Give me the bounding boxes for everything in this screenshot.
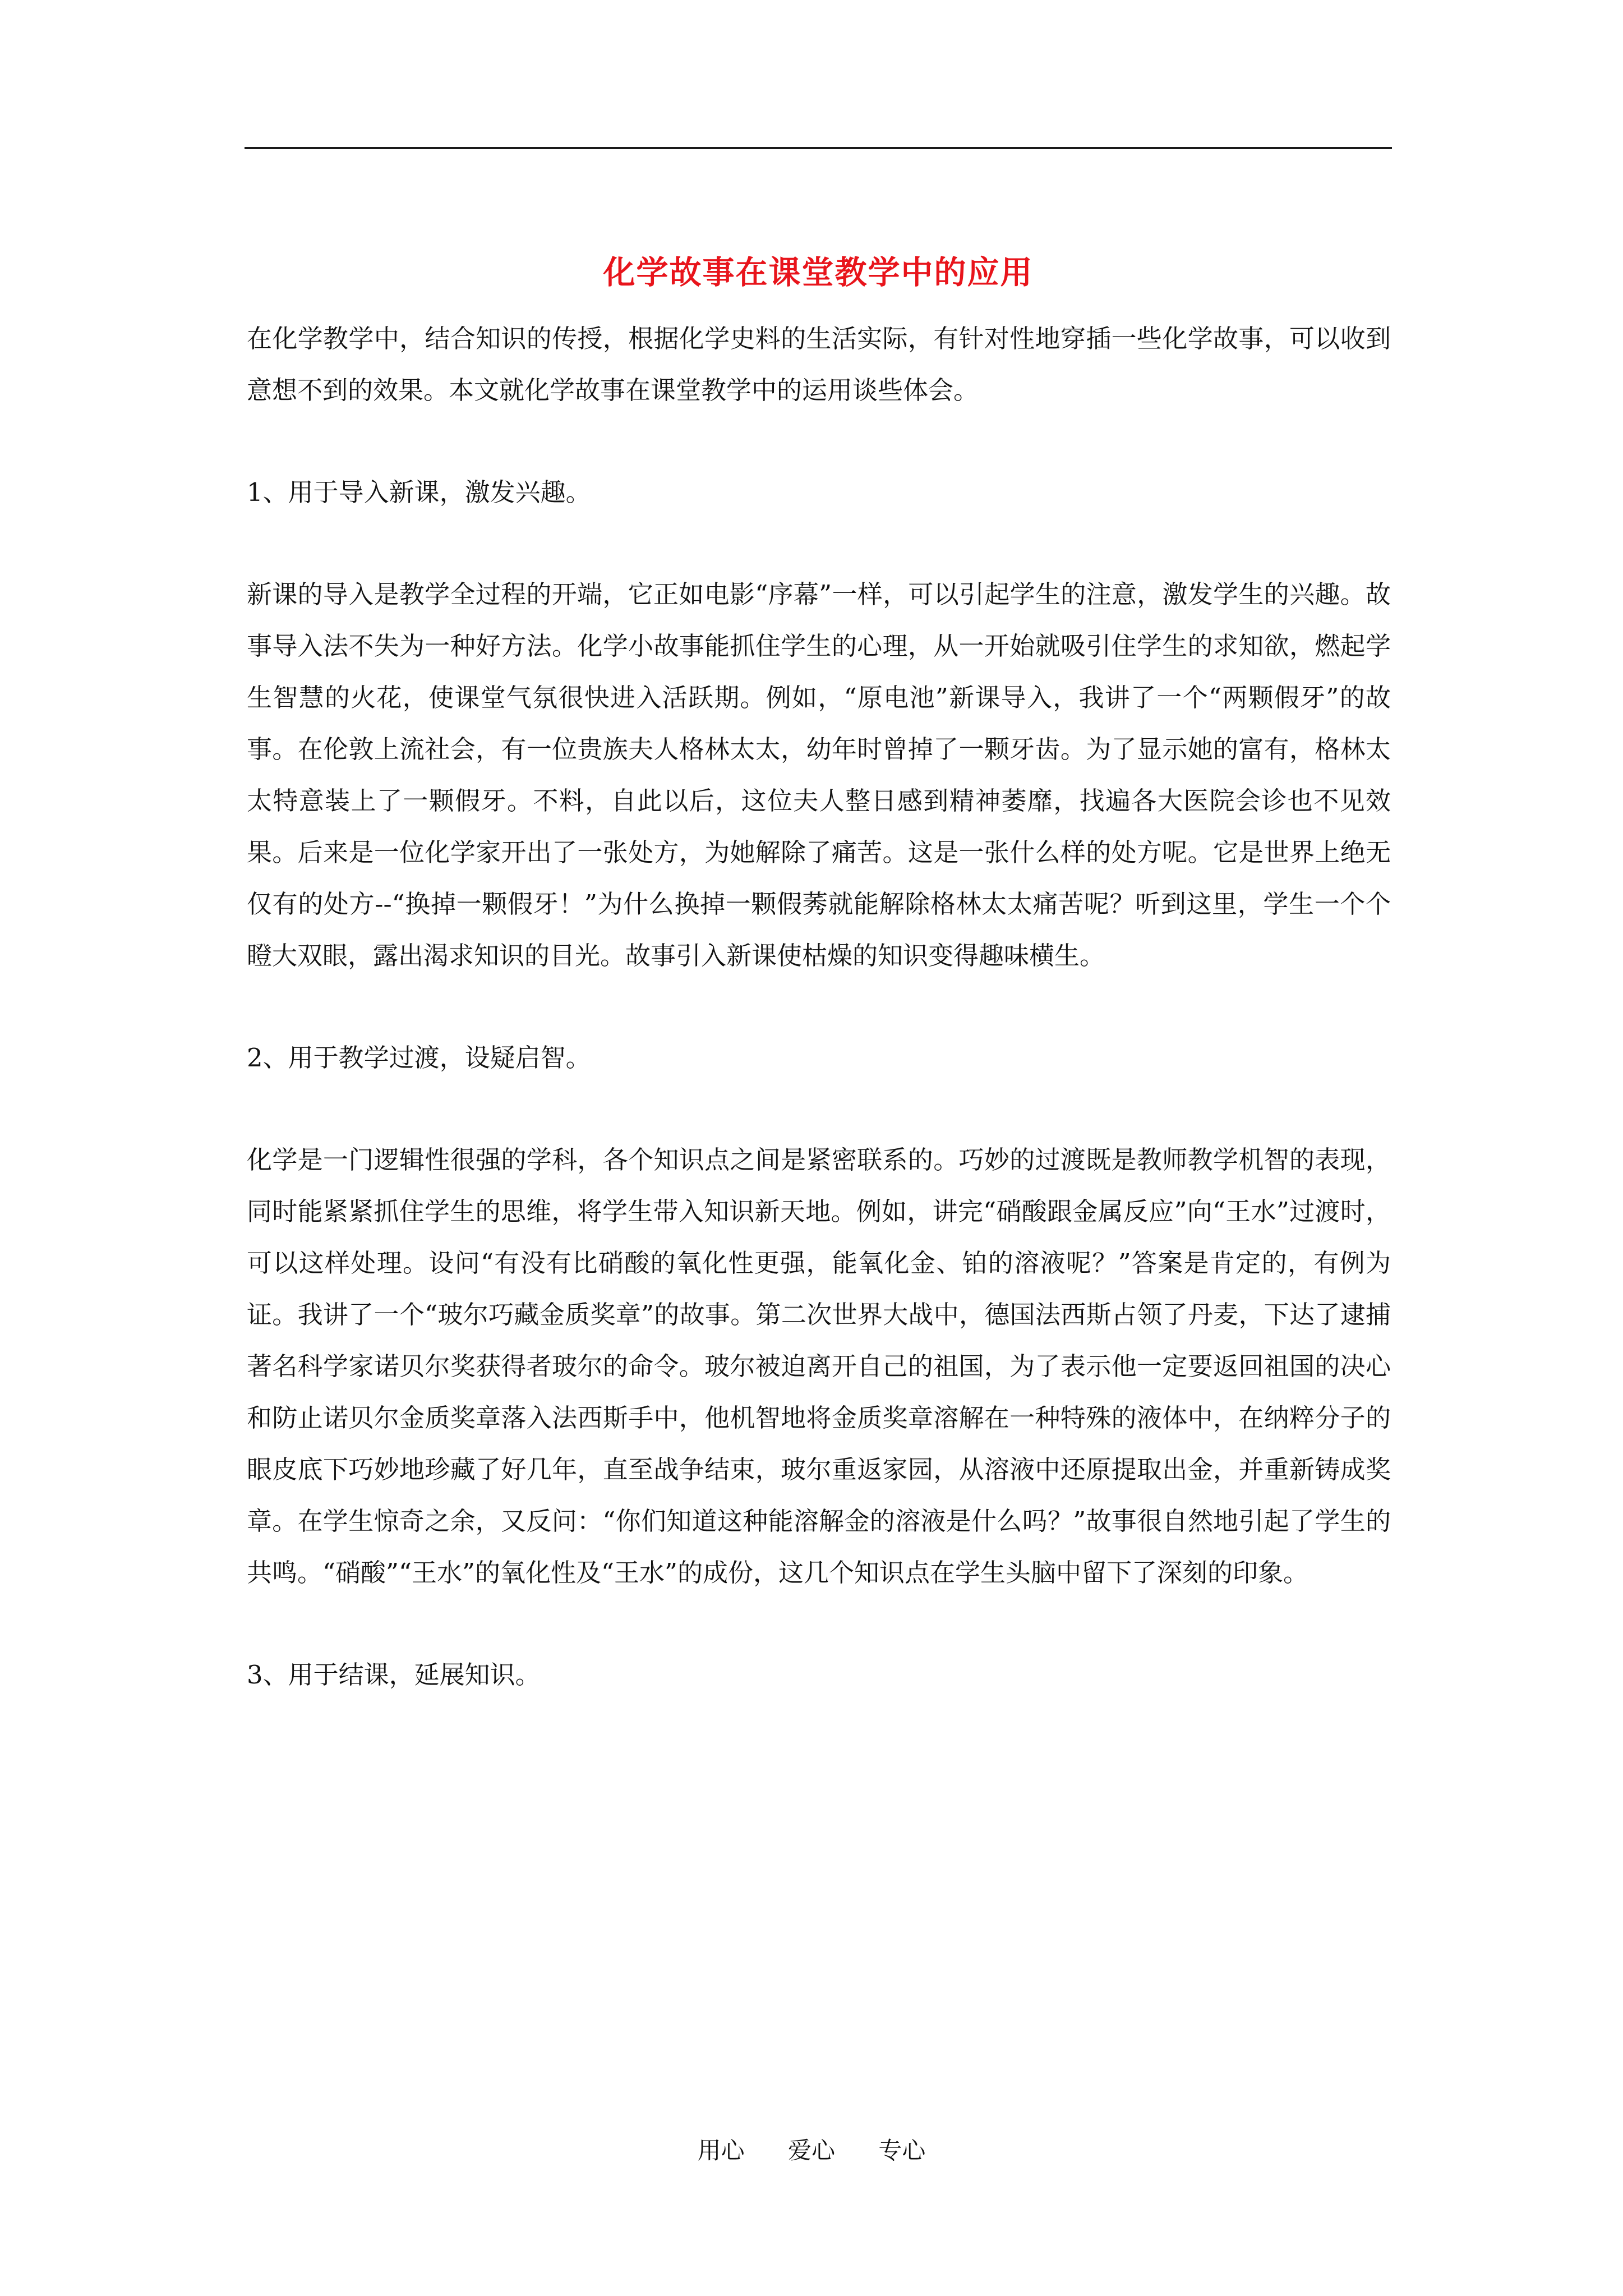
document-title: 化学故事在课堂教学中的应用 [603,254,1034,291]
footer-text-3: 专心 [878,2137,926,2164]
header-rule [245,147,1392,149]
footer-text-2: 爱心 [787,2137,835,2164]
document-body [247,313,1391,1701]
section-heading-2: 2、用于教学过渡，设疑启智。 [247,1043,591,1073]
section-heading-3: 3、用于结课，延展知识。 [247,1660,541,1690]
page-footer [0,2134,1623,2168]
section-body-2: 化学是一门逻辑性很强的学科，各个知识点之间是紧密联系的。巧妙的过渡既是教师教学机智的表现，同时能紧紧抓住学生的思维，将学生带入知识新天地。例如，讲完“硝酸跟金属反应”向“王水”过渡时，可以这样处理。设问“有没有比硝酸的氧化性更强，能氧化金、铂的溶液呢？”答案是肯定的，有例为证。我讲了一个“玻尔巧藏金质奖章”的故事。第二次世界大战中，德国法西斯占领了丹麦，下达了逮捕著名科学家诺贝尔奖获得者玻尔的命令。玻尔被迫离开自己的祖国，为了表示他一定要返回祖国的决心和防止诺贝尔金质奖章落入法西斯手中，他机智地将金质奖章溶解在一种特殊的液体中，在纳粹分子的眼皮底下巧妙地珍藏了好几年，直至战争结束，玻尔重返家园，从溶液中还原提取出金，并重新铸成奖章。在学生惊奇之余，又反问：“你们知道这种能溶解金的溶液是什么吗？”故事很自然地引起了学生的共鸣。“硝酸”“王水”的氧化性及“王水”的成份，这几个知识点在学生头脑中留下了深刻的印象。 [247,1145,1391,1588]
footer-text-1: 用心 [697,2137,745,2164]
section-heading-1: 1、用于导入新课，激发兴趣。 [247,477,591,507]
section-body-1: 新课的导入是教学全过程的开端，它正如电影“序幕”一样，可以引起学生的注意，激发学生的兴趣。故事导入法不失为一种好方法。化学小故事能抓住学生的心理，从一开始就吸引住学生的求知欲，燃起学生智慧的火花，使课堂气氛很快进入活跃期。例如，“原电池”新课导入，我讲了一个“两颗假牙”的故事。在伦敦上流社会，有一位贵族夫人格林太太，幼年时曾掉了一颗牙齿。为了显示她的富有，格林太太特意装上了一颗假牙。不料，自此以后，这位夫人整日感到精神萎靡，找遍各大医院会诊也不见效果。后来是一位化学家开出了一张处方，为她解除了痛苦。这是一张什么样的处方呢。它是世界上绝无仅有的处方--“换掉一颗假牙！”为什么换掉一颗假莠就能解除格林太太痛苦呢？听到这里，学生一个个瞪大双眼，露出渴求知识的目光。故事引入新课使枯燥的知识变得趣味横生。 [247,579,1391,970]
intro-paragraph: 在化学教学中，结合知识的传授，根据化学史料的生活实际，有针对性地穿插一些化学故事，可以收到意想不到的效果。本文就化学故事在课堂教学中的运用谈些体会。 [247,324,1391,405]
